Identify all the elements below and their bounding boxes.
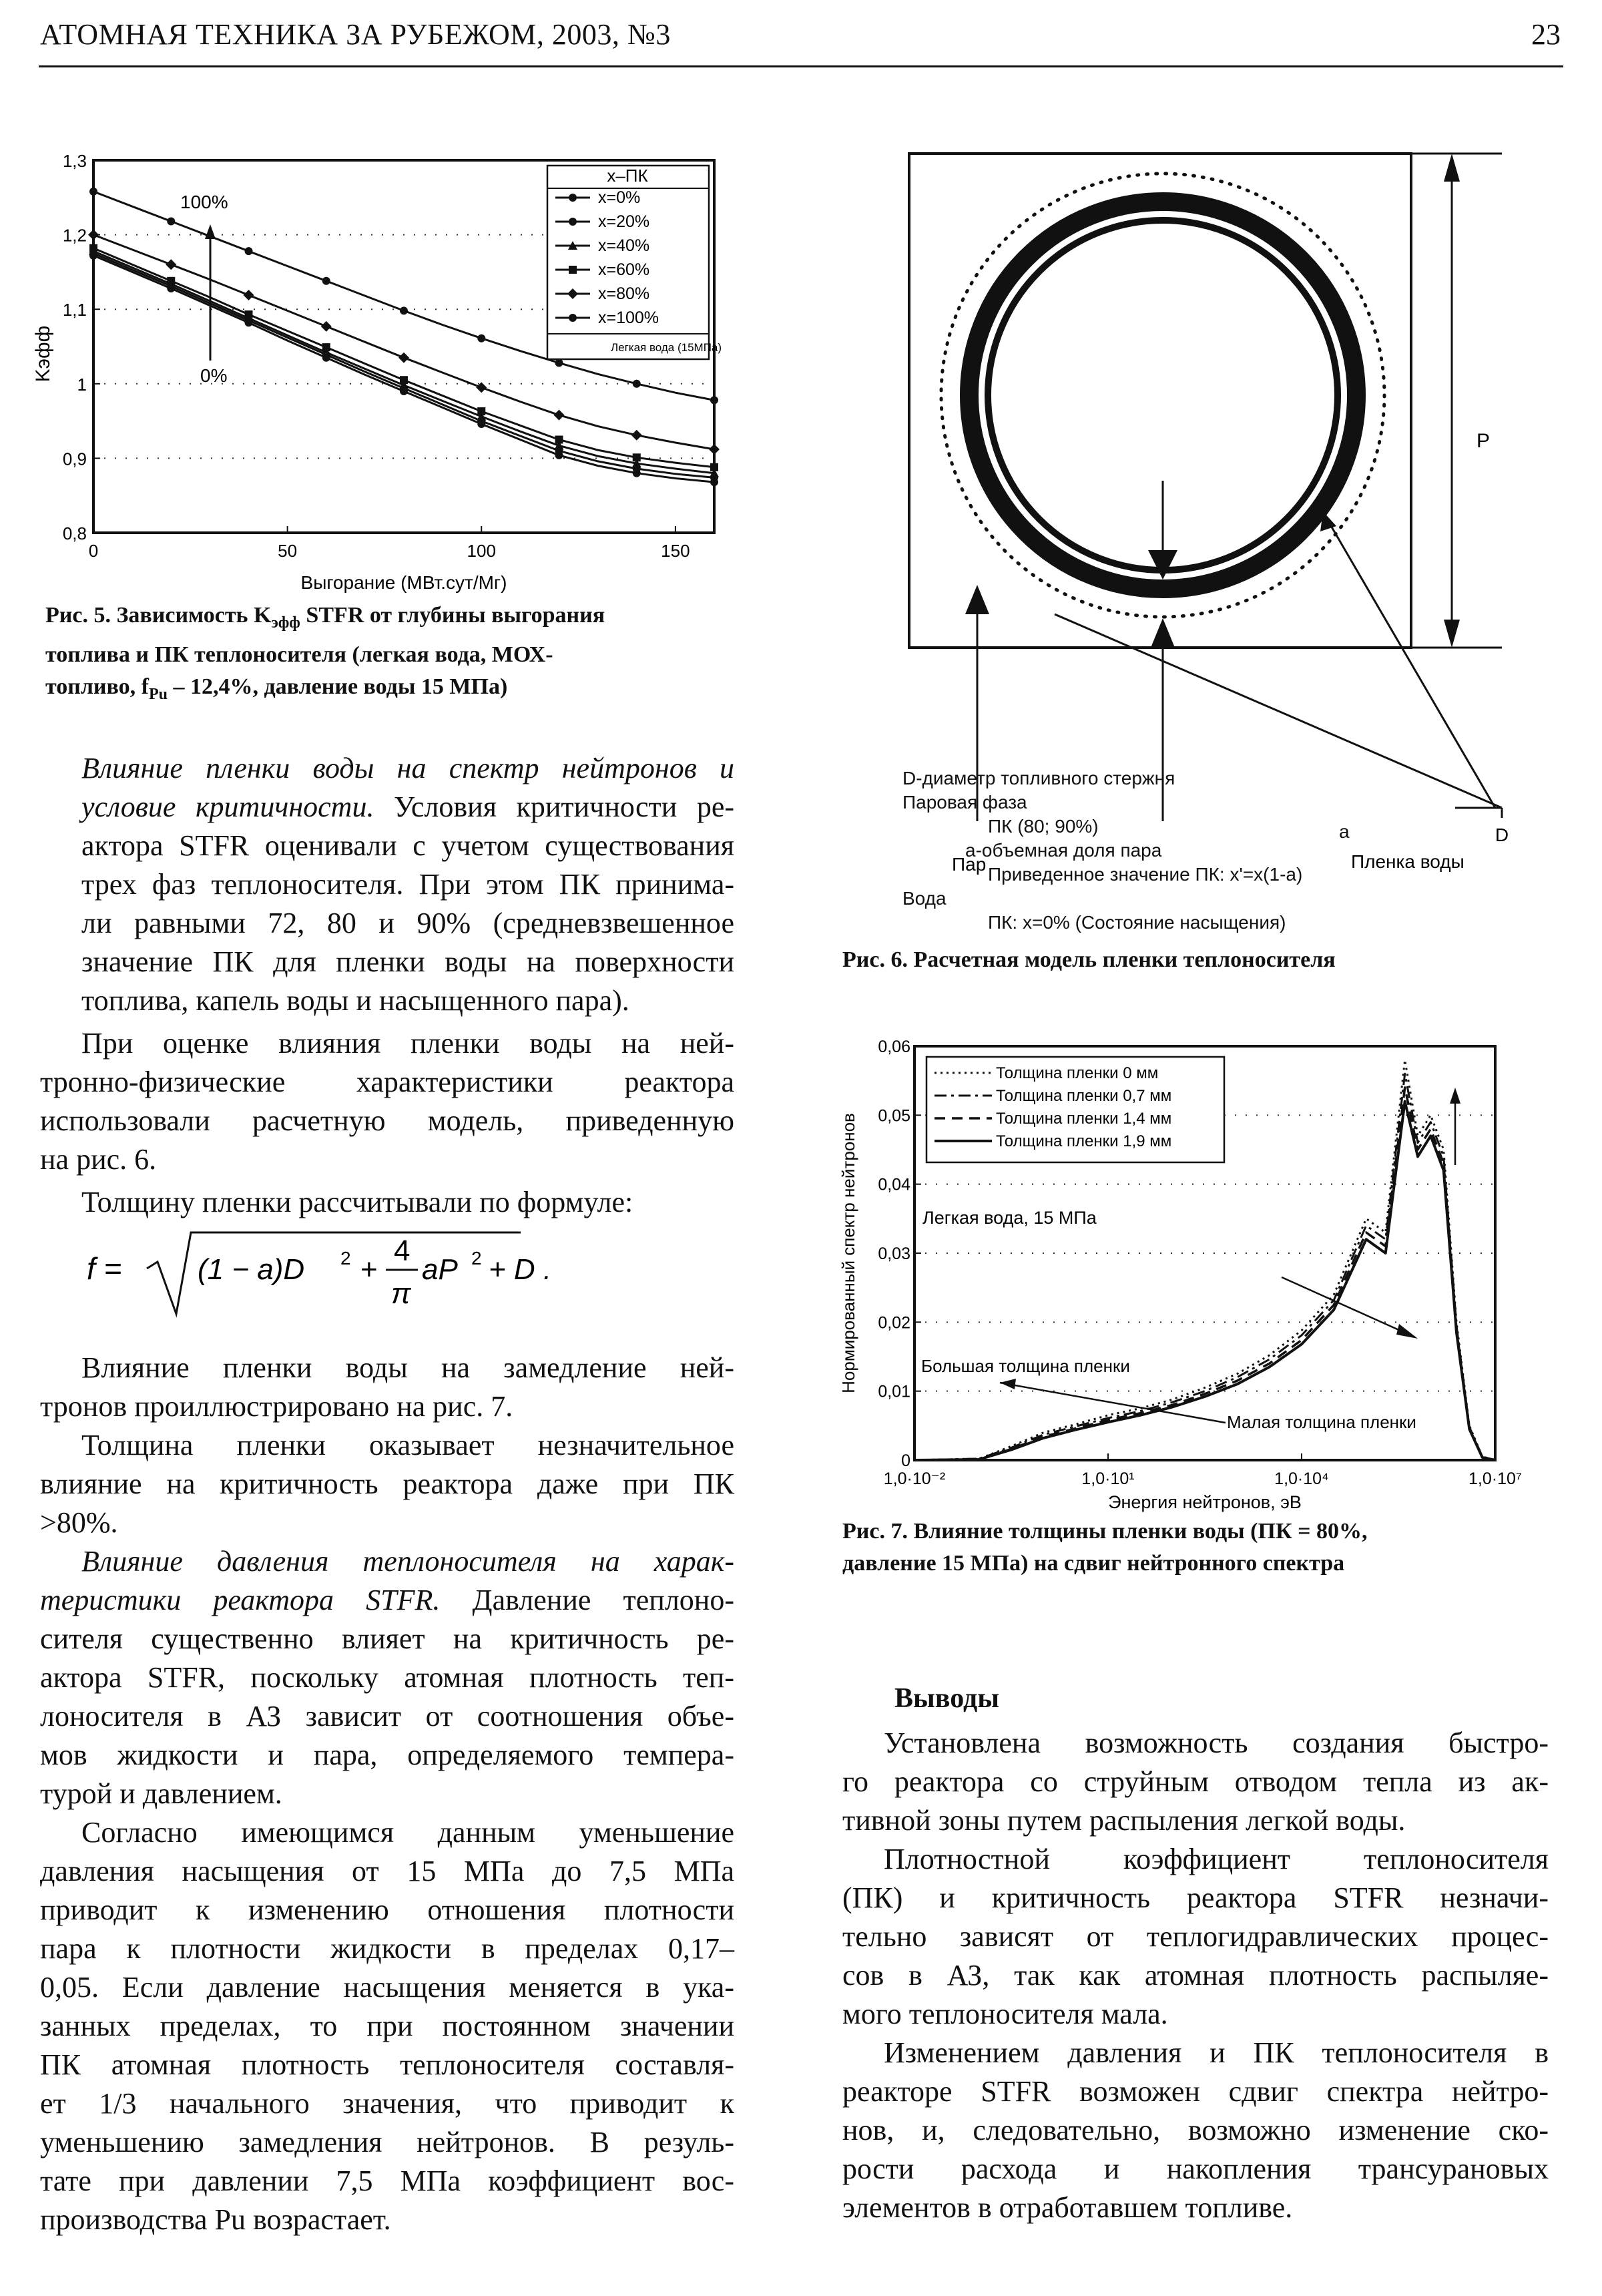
fig5-point: [89, 244, 97, 252]
fig5-legend-note: Легкая вода (15МПа): [610, 341, 722, 354]
fig5-point: [709, 444, 720, 455]
page-number: 23: [1531, 18, 1561, 51]
fig5-ytick-label: 1,1: [62, 300, 87, 320]
figure-7-caption: Рис. 7. Влияние толщины пленки воды (ПК = 80%, давление 15 МПа) на сдвиг нейтронного спектра: [842, 1519, 1368, 1576]
fig7-xtick-label: 1,0·10⁷: [1468, 1469, 1522, 1488]
svg-text:(1 − a)D: (1 − a)D: [198, 1253, 305, 1286]
fig7-xtick-label: 1,0·10¹: [1081, 1469, 1135, 1488]
fig5-point: [322, 343, 330, 351]
fig5-point: [166, 259, 176, 270]
fig5-legend-title: х–ПК: [607, 166, 648, 186]
fig5-ylabel: Kэфф: [32, 325, 54, 383]
fig7-note-water: Легкая вода, 15 МПа: [922, 1208, 1097, 1228]
right-paragraph-3: Изменением давления и ПК теплоносителя в реакторе STFR возможен сдвиг спектра нейтро- нов, и, следовательно, возможно изменение ско- рости расхода и накопления трансурановых элементов в отработавшем топливе.: [842, 2036, 1549, 2224]
svg-text:aP: aP: [422, 1253, 458, 1286]
fig7-legend-label: Толщина пленки 0,7 мм: [996, 1087, 1172, 1105]
fig5-legend-label: х=0%: [598, 188, 641, 207]
fig5-legend-marker: [569, 218, 577, 226]
conclusions-heading: Выводы: [894, 1683, 1000, 1714]
fig7-note-thick: Большая толщина пленки: [921, 1356, 1130, 1376]
fig5-point: [88, 230, 99, 240]
figure-7-chart: [834, 1031, 1542, 1526]
fig5-point: [400, 306, 408, 314]
fig7-shift-arrow: [1282, 1277, 1415, 1337]
left-paragraph-4: Влияние пленки воды на замедление ней- тронов проиллюстрировано на рис. 7.: [40, 1351, 734, 1423]
left-column: [40, 749, 734, 1222]
figure-5-caption: Рис. 5. Зависимость $K_{эфф}$ STFR от глубины выгорания топлива и ПК теплоносителя (легкая вода, МОХ- топливо, $f_{Pu} - 12,4\%$, давление воды 15 МПа): [45, 603, 605, 703]
left-paragraph-6: Влияние давления теплоносителя на харак- теристики реактора STFR. Давление теплоно- сителя существенно влияет на критичность ре- актора STFR, поскольку атомная плотность теп- лоносителя в АЗ зависит от соотношения объе- мов жидкости и пара, определяемого темпера- турой и давлением.: [40, 1545, 734, 1810]
figure-5-chart: [32, 134, 722, 594]
fig5-point: [633, 380, 641, 388]
fig5-legend-marker: [569, 266, 577, 274]
fig5-point: [477, 407, 485, 415]
fig7-xtick-label: 1,0·10⁻²: [883, 1469, 946, 1488]
fig5-legend-label: х=80%: [598, 284, 650, 303]
fig7-ytick-label: 0,04: [878, 1175, 910, 1194]
fig5-xtick-label: 50: [278, 541, 298, 561]
fig5-xlabel: Выгорание (МВт.сут/Мг): [300, 572, 507, 593]
fig7-legend-label: Толщина пленки 0 мм: [996, 1064, 1159, 1082]
fig7-ytick-label: 0,03: [878, 1244, 910, 1263]
left-paragraph-5: Толщина пленки оказывает незначительное влияние на критичность реактора даже при ПК >80%.: [40, 1429, 734, 1539]
fig5-annot-arrowhead: [205, 224, 216, 239]
left-paragraph-1: Влияние пленки воды на спектр нейтронов и условие критичности. Условия критичности ре- актора STFR оценивали с учетом существования трех фаз теплоносителя. При этом ПК принима- ли равными 72, 80 и 90% (средневзвешенное значение ПК для пленки воды на поверхности топлива, капель воды и насыщенного пара).: [81, 752, 734, 1017]
fig7-xtick-label: 1,0·10⁴: [1274, 1469, 1329, 1488]
fig5-ytick-label: 1: [77, 374, 87, 395]
fig7-thin-pointer: [1000, 1383, 1226, 1423]
fig7-xlabel: Энергия нейтронов, эВ: [1108, 1492, 1302, 1512]
left-column-lower: [40, 1349, 734, 2239]
svg-text:2: 2: [340, 1248, 351, 1269]
fig6-label-steam: Пар: [952, 854, 987, 875]
fig5-point: [476, 382, 487, 393]
fig7-ylabel: Нормированный спектр нейтронов: [838, 1113, 858, 1393]
fig5-point: [477, 334, 485, 342]
left-paragraph-3: Толщину пленки рассчитывали по формуле:: [81, 1186, 633, 1218]
fig5-point: [321, 321, 332, 332]
svg-text:f =: f =: [87, 1251, 122, 1286]
fig7-note-thin: Малая толщина пленки: [1227, 1412, 1416, 1432]
fig5-xtick-label: 100: [467, 541, 496, 561]
left-paragraph-7: Согласно имеющимся данным уменьшение давления насыщения от 15 МПа до 7,5 МПа приводит к изменению отношения плотности пара к плотности жидкости в пределах 0,17– 0,05. Если давление насыщения меняется в ука- занных пределах, то при постоянном значении ПК атомная плотность теплоносителя составля- ет 1/3 начального значения, что приводит к уменьшению замедления нейтронов. В резуль- тате при давлении 7,5 МПа коэффициент вос- производства Pu возрастает.: [40, 1816, 734, 2236]
svg-text:π: π: [391, 1277, 411, 1310]
fig7-legend: [926, 1057, 1224, 1162]
fig5-x-ticks: [89, 526, 690, 561]
fig7-ytick-label: 0,01: [878, 1382, 910, 1401]
svg-text:+ D .: + D .: [489, 1253, 552, 1286]
figure-6-caption: Рис. 6. Расчетная модель пленки теплоносителя: [842, 947, 1336, 972]
film-thickness-formula: [80, 1214, 561, 1327]
fig7-ytick-label: 0,05: [878, 1106, 910, 1126]
fig5-legend-marker: [569, 194, 577, 202]
fig5-legend-marker: [569, 314, 577, 322]
fig5-ytick-label: 0,9: [62, 449, 87, 469]
right-paragraph-2: Плотностной коэффициент теплоносителя (ПК) и критичность реактора STFR незначи- тельно зависят от теплогидравлических процес- сов в АЗ, так как атомная плотность распыляе- мого теплоносителя мала.: [842, 1843, 1549, 2030]
fig5-point: [631, 430, 642, 441]
fig5-point: [245, 247, 253, 255]
fig6-legend: D-диаметр топливного стержня Паровая фаза ПК (80; 90%) a a-объемная доля пара Приведенное значение ПК: x'=x(1-a) Вода ПК: x=0% (Состояние насыщения): [902, 768, 1350, 933]
fig5-legend-label: х=60%: [598, 260, 650, 279]
fig6-label-d: D: [1495, 825, 1509, 845]
fig5-point: [554, 410, 565, 421]
right-column: [842, 1724, 1549, 2227]
left-paragraph-2: При оценке влияния пленки воды на ней- тронно-физические характеристики реактора использовали расчетную модель, приведенную на рис. 6.: [40, 1027, 734, 1176]
fig5-point: [633, 453, 641, 461]
journal-title: АТОМНАЯ ТЕХНИКА ЗА РУБЕЖОМ, 2003, №3: [40, 18, 671, 51]
fig5-annot-0: 0%: [200, 365, 228, 386]
fig5-legend-label: х=40%: [598, 236, 650, 255]
fig5-legend-label: х=20%: [598, 212, 650, 231]
fig5-xtick-label: 150: [661, 541, 690, 561]
fig5-point: [398, 353, 409, 363]
fig7-ytick-label: 0,02: [878, 1313, 910, 1333]
fig7-ytick-label: 0,06: [878, 1038, 910, 1056]
fig5-ytick-label: 1,2: [62, 225, 87, 246]
fig5-point: [400, 376, 408, 384]
fig5-xtick-label: 0: [88, 541, 99, 561]
svg-text:4: 4: [394, 1234, 411, 1267]
fig6-label-film: Пленка воды: [1351, 851, 1464, 872]
fig5-point: [167, 218, 175, 226]
fig5-legend: [547, 166, 722, 359]
fig5-point: [555, 359, 563, 367]
fig5-point: [322, 277, 330, 285]
fig5-point: [245, 310, 253, 318]
fig5-point: [710, 463, 718, 471]
fig7-legend-label: Толщина пленки 1,9 мм: [996, 1132, 1172, 1150]
fig5-point: [89, 188, 97, 196]
svg-text:+: +: [360, 1253, 378, 1286]
fig5-point: [555, 436, 563, 444]
fig5-legend-label: х=100%: [598, 308, 659, 327]
header-rule: [39, 65, 1563, 67]
fig5-annot-100: 100%: [180, 192, 228, 212]
fig5-point: [244, 290, 254, 300]
fig5-ytick-label: 1,3: [62, 151, 87, 171]
fig5-point: [710, 396, 718, 404]
right-paragraph-1: Установлена возможность создания быстро- го реактора со струйным отводом тепла из ак- тивной зоны путем распыления легкой воды.: [842, 1727, 1549, 1837]
fig6-label-p: P: [1477, 430, 1491, 452]
svg-text:2: 2: [471, 1248, 482, 1269]
fig5-ytick-label: 0,8: [62, 523, 87, 543]
fig5-point: [167, 277, 175, 285]
fig7-ytick-label: 0: [901, 1451, 910, 1470]
fig7-legend-label: Толщина пленки 1,4 мм: [996, 1110, 1172, 1128]
